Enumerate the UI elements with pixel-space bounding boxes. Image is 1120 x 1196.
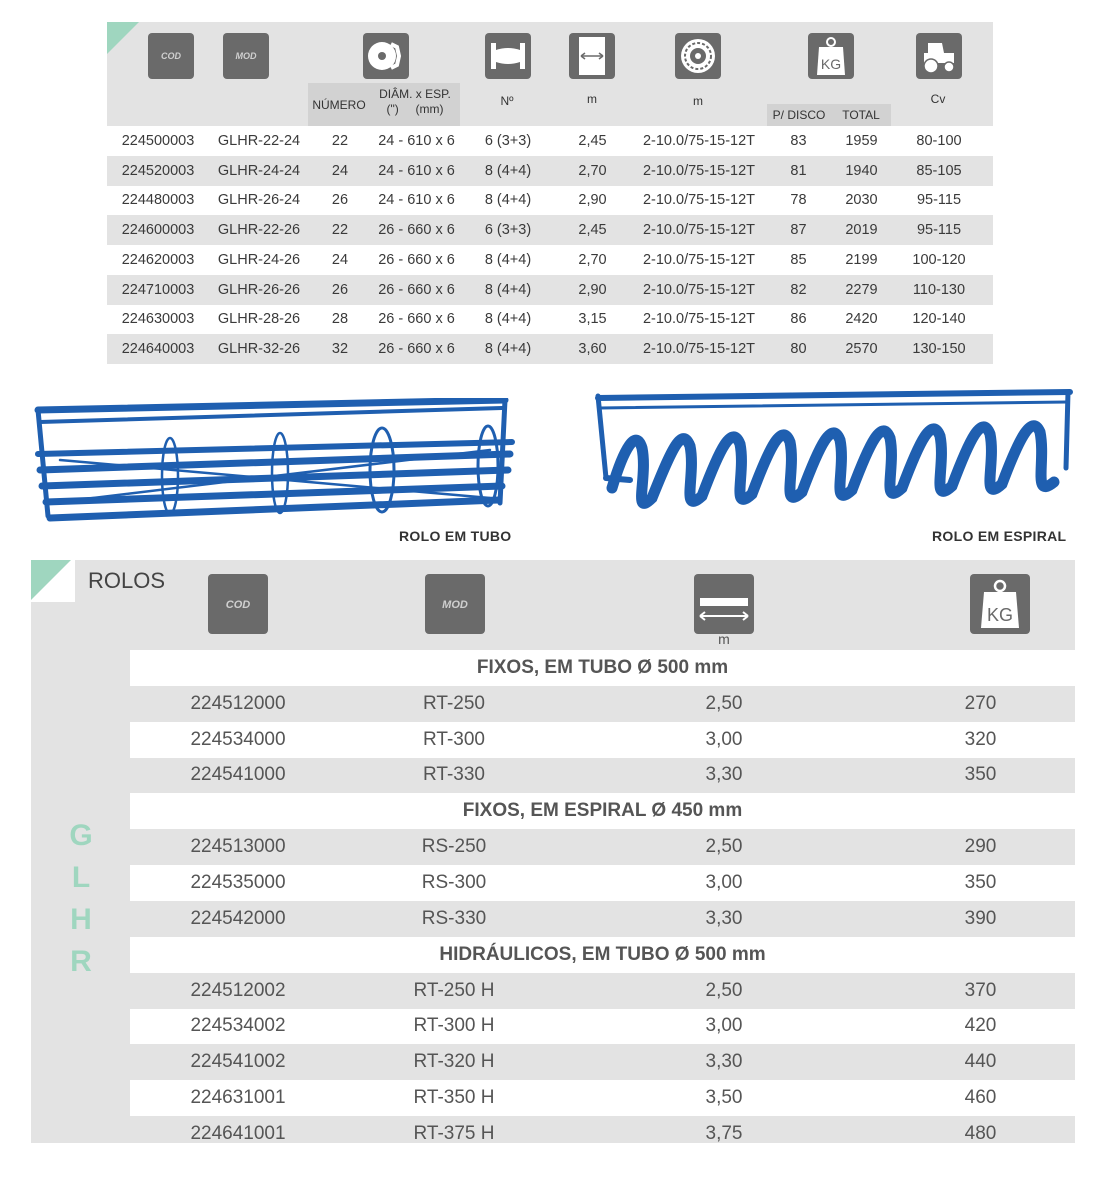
diam-cell: 26 - 660 x 6 [378,341,455,358]
total-cell: 1959 [845,132,878,149]
tire-cell: 2-10.0/75-15-12T [642,222,756,239]
model-cell: RT-375 H [413,1122,495,1144]
diam-cell: 26 - 660 x 6 [378,222,455,239]
table-row [107,305,993,335]
model-cell: RT-250 [423,692,485,714]
rolos-table [31,560,1075,1143]
width-cell: 2,50 [705,836,743,858]
cv-cell: 130-150 [912,341,966,358]
cod-cell: 224600003 [121,222,195,239]
vertical-letter: G [69,819,93,852]
weight-cell: 480 [964,1122,997,1144]
model-cell: RT-320 H [413,1051,495,1073]
diam-cell: 24 - 610 x 6 [378,132,455,149]
width-cell: 2,90 [578,192,607,209]
tire-cell: 2-10.0/75-15-12T [642,311,756,328]
width-cell: 3,00 [705,728,743,750]
tire-cell: 2-10.0/75-15-12T [642,162,756,179]
weight-cell: 460 [964,1087,997,1109]
model-cell: GLHR-24-24 [217,162,301,179]
numero-cell: 28 [331,311,349,328]
cod-cell: 224542000 [190,907,286,929]
total-cell: 2030 [845,192,878,209]
tire-cell: 2-10.0/75-15-12T [642,251,756,268]
numero-cell: 24 [331,251,349,268]
n-header: Nº [500,94,514,108]
cod-cell: 224641001 [190,1122,286,1144]
table-row [107,275,993,305]
model-cell: GLHR-22-26 [217,222,301,239]
n-cell: 8 (4+4) [484,162,532,179]
weight-cell: 370 [964,979,997,1001]
tire-cell: 2-10.0/75-15-12T [642,192,756,209]
table-row [107,334,993,364]
corner-accent [31,560,75,602]
cv-cell: 110-130 [912,281,966,298]
width-cell: 3,30 [705,764,743,786]
tire-cell: 2-10.0/75-15-12T [642,132,756,149]
width-arrow-icon [569,33,615,79]
weight-cell: 420 [964,1015,997,1037]
table-row [130,1044,1075,1080]
corner-accent [107,22,139,54]
p-disco-cell: 80 [790,341,807,358]
tube-roller-image [30,398,520,533]
table-row [130,1009,1075,1045]
model-cell: RT-300 [423,728,485,750]
model-cell: RT-330 [423,764,485,786]
weight-cell: 320 [964,728,997,750]
spec-table-body [107,126,993,364]
p-disco-cell: 86 [790,311,807,328]
cod-cell: 224541002 [190,1051,286,1073]
weight-cell: 350 [964,872,997,894]
table-row [107,245,993,275]
table-row [107,126,993,156]
n-cell: 8 (4+4) [484,192,532,209]
rolos-table-body [130,650,1075,1152]
model-cell: RT-300 H [413,1015,495,1037]
vertical-letter: L [71,861,91,894]
diam-header: DIÂM. x ESP. [379,87,451,101]
diam-units-header: (") (mm) [386,102,444,116]
table-row [107,156,993,186]
n-cell: 6 (3+3) [484,222,532,239]
p-disco-cell: 83 [790,132,807,149]
tire-wheel-icon [675,33,721,79]
weight-kg-icon [808,33,854,79]
diam-cell: 26 - 660 x 6 [378,281,455,298]
numero-cell: 24 [331,162,349,179]
cod-cell: 224520003 [121,162,195,179]
cod-cell: 224640003 [121,341,195,358]
spiral-roller-image [592,388,1076,523]
diam-cell: 24 - 610 x 6 [378,162,455,179]
width-cell: 3,30 [705,907,743,929]
weight-kg-icon [970,574,1030,634]
total-header: TOTAL [842,108,880,122]
cod-badge-icon [148,33,194,79]
width-cell: 2,45 [578,132,607,149]
table-row [130,686,1075,722]
weight-cell: 350 [964,764,997,786]
cod-cell: 224620003 [121,251,195,268]
p-disco-cell: 81 [790,162,807,179]
n-cell: 8 (4+4) [484,281,532,298]
width-cell: 3,00 [705,1015,743,1037]
section-title: FIXOS, EM ESPIRAL Ø 450 mm [130,793,1075,829]
table-row [130,901,1075,937]
model-cell: RS-300 [421,872,487,894]
model-cell: GLHR-28-26 [217,311,301,328]
table-row [130,1116,1075,1152]
vertical-letter: H [70,903,92,936]
tire-cell: 2-10.0/75-15-12T [642,281,756,298]
tire-header: m [693,94,703,108]
diam-cell: 26 - 660 x 6 [378,311,455,328]
numero-cell: 22 [331,132,349,149]
cv-cell: 80-100 [916,132,962,149]
mod-badge-icon [425,574,485,634]
table-row [107,215,993,245]
svg-text:COD: COD [161,51,181,61]
weight-cell: 270 [964,692,997,714]
p-disco-cell: 87 [790,222,807,239]
p-disco-cell: 78 [790,192,807,209]
cod-cell: 224512000 [190,692,286,714]
total-cell: 1940 [845,162,878,179]
cod-cell: 224710003 [121,281,195,298]
p-disco-header: P/ DISCO [772,108,826,122]
n-cell: 8 (4+4) [484,341,532,358]
numero-cell: 22 [331,222,349,239]
width-cell: 3,30 [705,1051,743,1073]
tire-cell: 2-10.0/75-15-12T [642,341,756,358]
width-cell: 3,75 [705,1122,743,1144]
spiral-roller-caption: ROLO EM ESPIRAL [932,528,1067,544]
p-disco-cell: 85 [790,251,807,268]
model-cell: GLHR-24-26 [217,251,301,268]
spec-table [107,22,993,364]
width-arrow-icon [694,574,754,634]
total-cell: 2420 [845,311,878,328]
model-cell: RT-250 H [413,979,495,1001]
width-cell: 2,45 [578,222,607,239]
total-cell: 2019 [845,222,878,239]
diam-cell: 24 - 610 x 6 [378,192,455,209]
cv-cell: 120-140 [912,311,966,328]
cod-cell: 224630003 [121,311,195,328]
table-row [130,829,1075,865]
cod-cell: 224541000 [190,764,286,786]
disc-blade-icon [363,33,409,79]
table-row [130,722,1075,758]
cod-cell: 224534000 [190,728,286,750]
table-row [107,186,993,216]
width-cell: 3,60 [578,341,607,358]
width-cell: 2,90 [578,281,607,298]
width-cell: 3,50 [705,1087,743,1109]
cod-badge-icon [208,574,268,634]
cv-cell: 100-120 [912,251,966,268]
svg-text:KG: KG [820,56,842,72]
numero-header: NÚMERO [312,98,366,112]
total-cell: 2199 [845,251,878,268]
total-cell: 2279 [845,281,878,298]
width-cell: 2,70 [578,162,607,179]
width-header: m [587,92,597,106]
diam-cell: 26 - 660 x 6 [378,251,455,268]
width-cell: 2,50 [705,979,743,1001]
cod-cell: 224480003 [121,192,195,209]
width-cell: 2,70 [578,251,607,268]
model-cell: GLHR-26-24 [217,192,301,209]
svg-text:COD: COD [225,599,251,611]
table-row [130,1080,1075,1116]
roller-section-icon [485,33,531,79]
tube-roller-caption: ROLO EM TUBO [399,528,512,544]
n-cell: 6 (3+3) [484,132,532,149]
model-cell: GLHR-32-26 [217,341,301,358]
cod-cell: 224500003 [121,132,195,149]
cod-cell: 224513000 [190,836,286,858]
cod-cell: 224631001 [190,1087,286,1109]
numero-cell: 26 [331,192,349,209]
numero-cell: 26 [331,281,349,298]
width-unit-label: m [718,631,730,647]
total-cell: 2570 [845,341,878,358]
model-cell: GLHR-26-26 [217,281,301,298]
model-cell: RS-250 [421,836,487,858]
svg-text:MOD: MOD [442,599,468,611]
weight-cell: 390 [964,907,997,929]
model-cell: GLHR-22-24 [217,132,301,149]
cv-cell: 95-115 [916,192,962,209]
cod-cell: 224512002 [190,979,286,1001]
model-cell: RS-330 [421,907,487,929]
vertical-product-code [61,815,101,983]
cod-cell: 224534002 [190,1015,286,1037]
svg-text:KG: KG [986,605,1014,625]
width-cell: 2,50 [705,692,743,714]
vertical-letter: R [70,945,92,978]
spec-table-header [107,22,993,126]
section-title: HIDRÁULICOS, EM TUBO Ø 500 mm [130,937,1075,973]
weight-cell: 440 [964,1051,997,1073]
n-cell: 8 (4+4) [484,311,532,328]
tractor-icon [916,33,962,79]
model-cell: RT-350 H [413,1087,495,1109]
svg-text:MOD: MOD [235,51,257,61]
rolos-title: ROLOS [88,568,166,593]
n-cell: 8 (4+4) [484,251,532,268]
weight-cell: 290 [964,836,997,858]
table-row [130,973,1075,1009]
width-cell: 3,15 [578,311,607,328]
section-title: FIXOS, EM TUBO Ø 500 mm [130,650,1075,686]
p-disco-cell: 82 [790,281,807,298]
cv-header: Cv [930,92,946,106]
cod-cell: 224535000 [190,872,286,894]
table-row [130,758,1075,794]
numero-cell: 32 [331,341,349,358]
cv-cell: 95-115 [916,222,962,239]
cv-cell: 85-105 [916,162,962,179]
mod-badge-icon [223,33,269,79]
width-cell: 3,00 [705,872,743,894]
table-row [130,865,1075,901]
